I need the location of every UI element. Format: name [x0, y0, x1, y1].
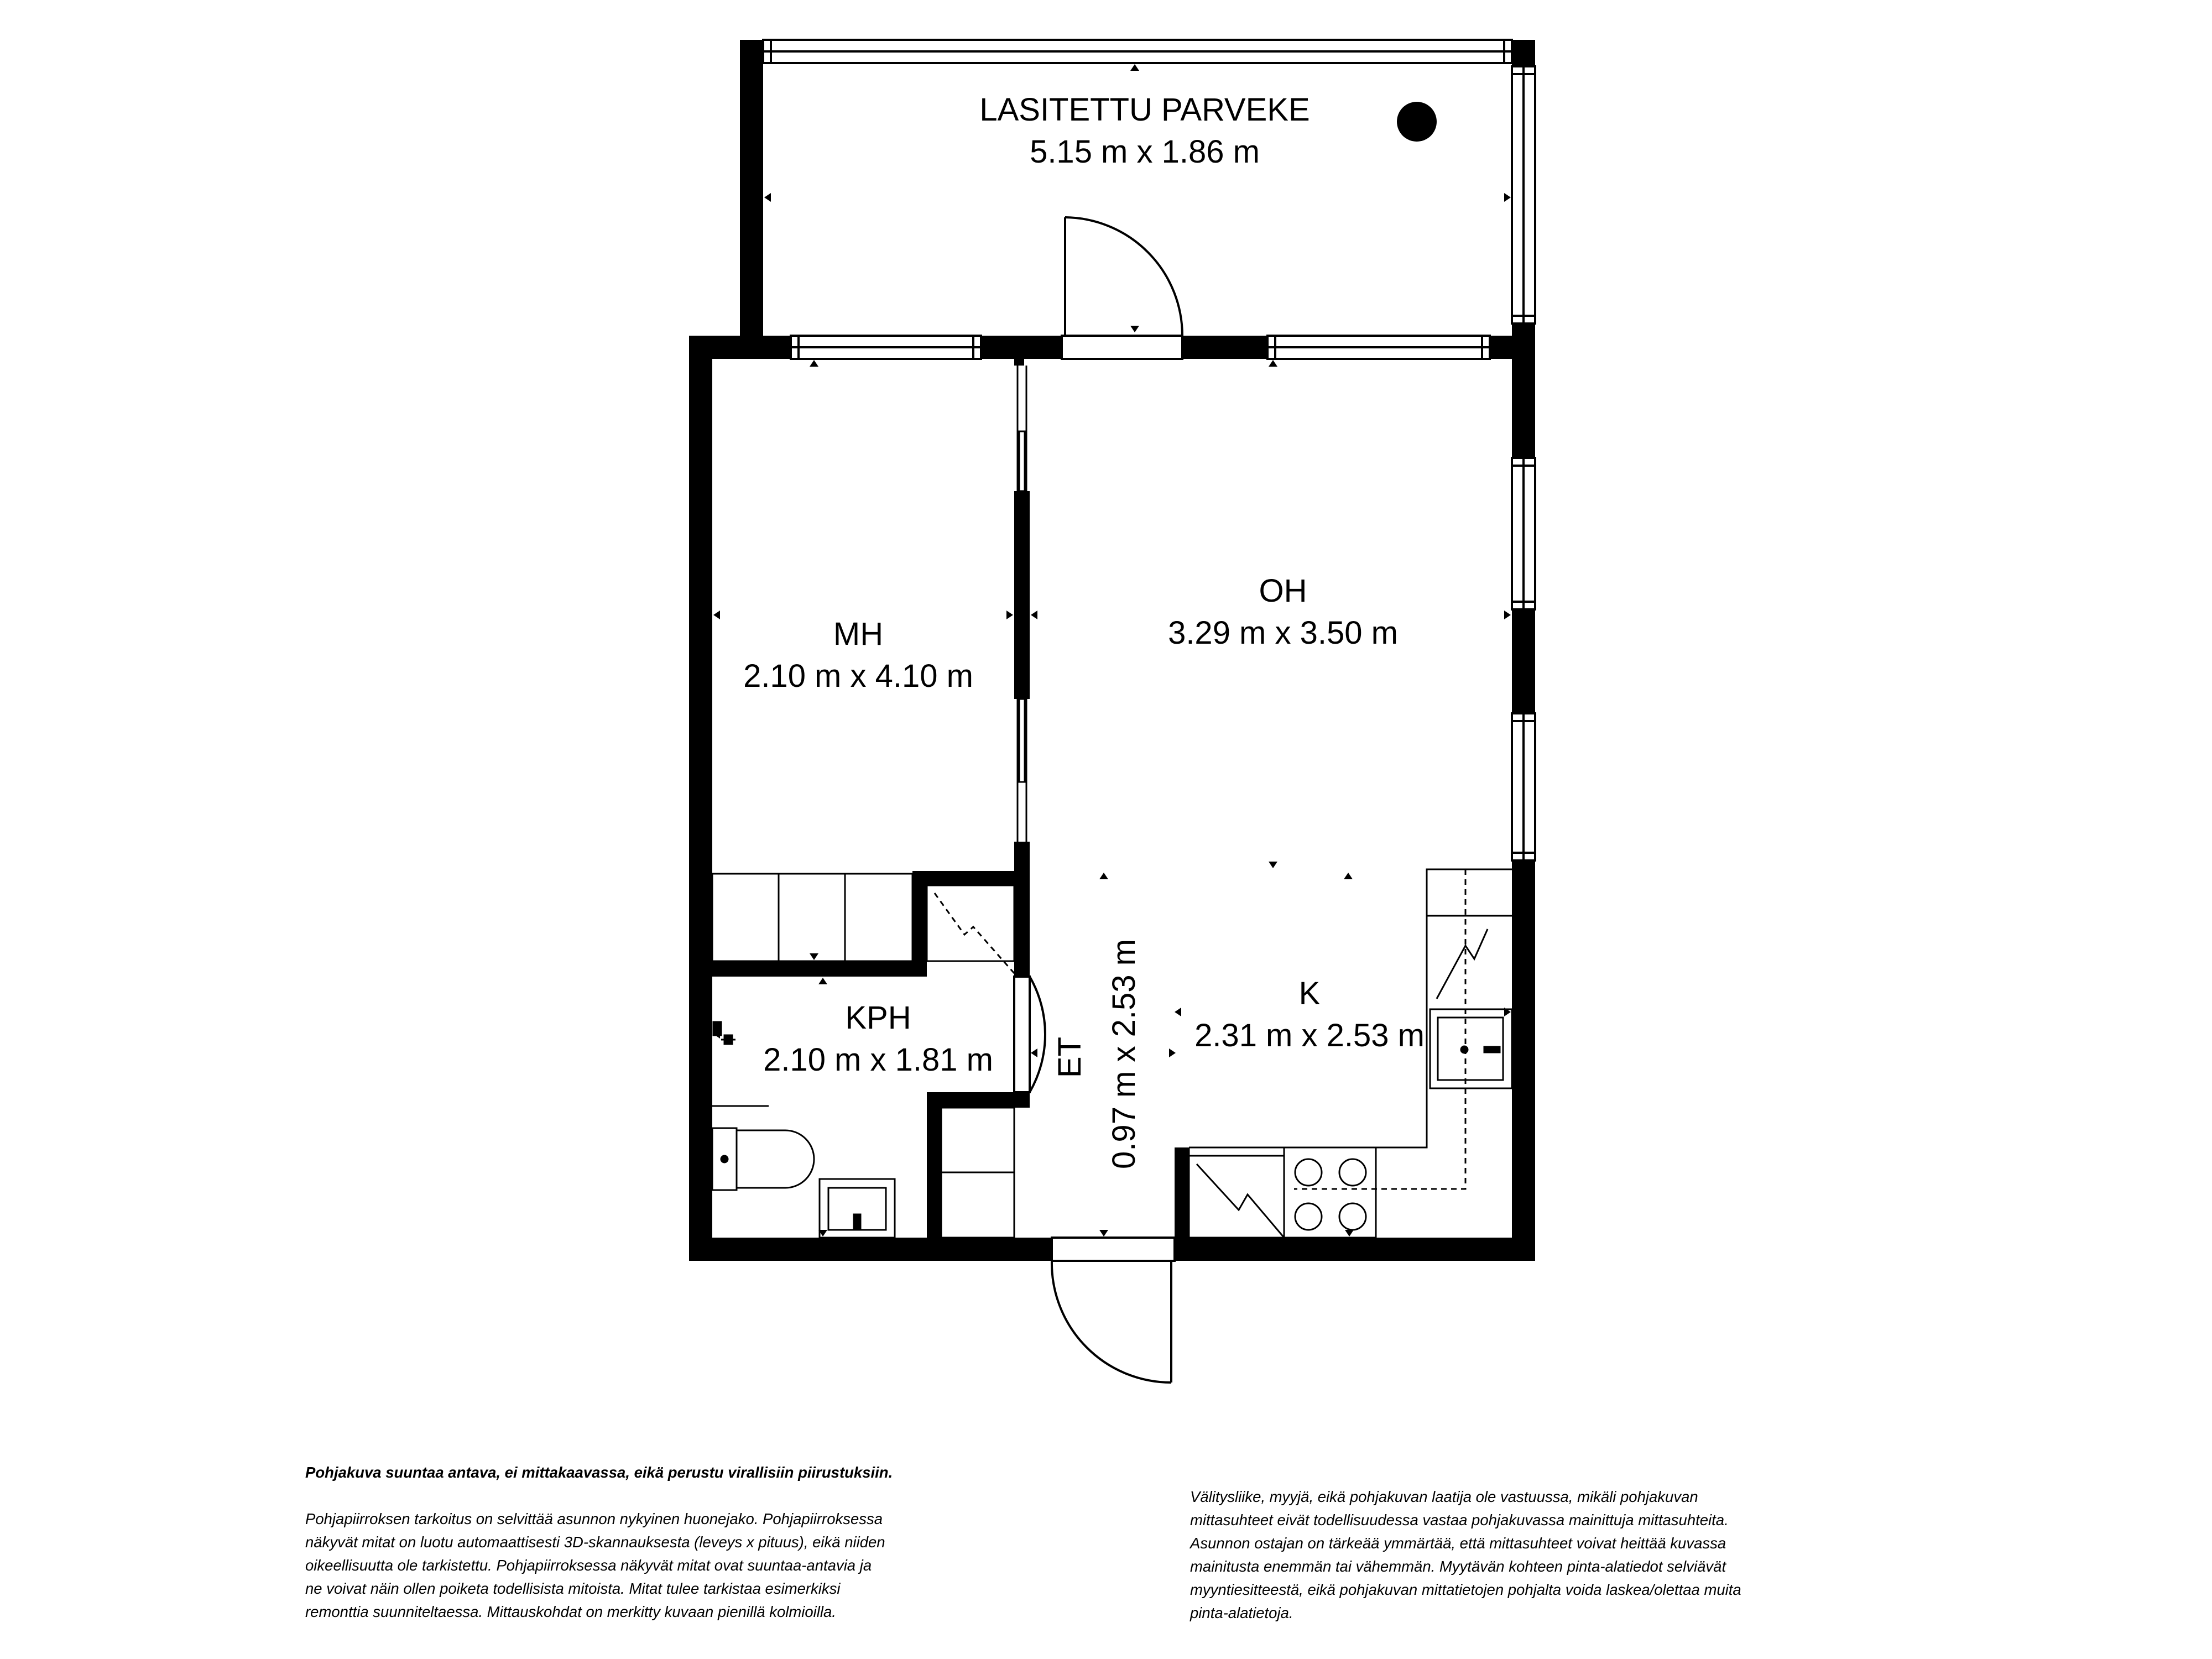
- room-name-oh: OH: [1259, 573, 1307, 609]
- disclaimer-line: oikeellisuutta ole tarkistettu. Pohjapiirroksessa näkyvät mitat ovat suuntaa-antavia ja: [305, 1557, 872, 1574]
- room-size-oh: 3.29 m x 3.50 m: [1168, 615, 1398, 651]
- top-wall-2: [981, 336, 1062, 359]
- disclaimer-left-body: [305, 1507, 1079, 1624]
- disclaimer-line: remonttia suunniteltaessa. Mittauskohdat on merkitty kuvaan pienillä kolmioilla.: [305, 1603, 836, 1620]
- bathroom-sink: [820, 1179, 895, 1238]
- marker: [1269, 862, 1277, 868]
- wall-kph-closet-left: [927, 1092, 941, 1261]
- window-oh-right-1: [1512, 458, 1535, 609]
- outer-wall-bottom-left: [689, 1238, 1052, 1261]
- disclaimer-line: mainitusta enemmän tai vähemmän. Myytävän kohteen pinta-alatiedot selviävät: [1190, 1558, 1726, 1575]
- wall-kph-bottom-closet: [927, 1092, 1030, 1108]
- room-labels: [743, 92, 1425, 1169]
- room-size-parveke: 5.15 m x 1.86 m: [1030, 134, 1260, 170]
- marker: [1175, 1008, 1181, 1016]
- room-name-kph: KPH: [845, 1000, 911, 1036]
- wall-mh-oh-mid: [1014, 491, 1030, 699]
- outer-wall-left: [689, 336, 712, 1261]
- disclaimer-line: myyntiesitteestä, eikä pohjakuvan mittatietojen pohjalta voida laskea/olettaa muita: [1190, 1581, 1741, 1598]
- marker: [1130, 326, 1139, 332]
- room-name-k: K: [1298, 975, 1321, 1011]
- outer-wall-right-3: [1512, 860, 1535, 1261]
- disclaimer-right: [1190, 1485, 1909, 1625]
- marker: [1344, 873, 1353, 879]
- marker: [1130, 64, 1139, 71]
- balcony-glazing-right: [1512, 66, 1535, 324]
- room-name-parveke: LASITETTU PARVEKE: [979, 92, 1310, 128]
- entrance-door: [1052, 1238, 1175, 1383]
- outer-wall-right-2: [1512, 609, 1535, 713]
- room-size-et: 0.97 m x 2.53 m: [1106, 939, 1142, 1169]
- balcony-glazing-top: [763, 40, 1512, 63]
- disclaimer-line: näkyvät mitat on luotu automaattisesti 3D-skannauksesta (leveys x pituus), eikä niiden: [305, 1533, 885, 1551]
- marker: [810, 360, 818, 367]
- wall-closet-top: [912, 871, 1030, 885]
- marker: [810, 953, 818, 960]
- marker: [1169, 1048, 1176, 1057]
- disclaimer-line: Pohjapiirroksen tarkoitus on selvittää asunnon nykyinen huonejako. Pohjapiirroksessa: [305, 1510, 883, 1527]
- balcony-door: [1062, 217, 1182, 359]
- room-size-k: 2.31 m x 2.53 m: [1194, 1018, 1425, 1053]
- balcony-wall-right-top: [1512, 40, 1535, 66]
- marker: [1345, 1230, 1354, 1237]
- toilet: [712, 1128, 814, 1190]
- marker: [1099, 1230, 1108, 1237]
- top-wall-3: [1182, 336, 1267, 359]
- oven-unit: [1189, 1156, 1284, 1238]
- top-wall-1: [689, 336, 791, 359]
- fridge: [1427, 916, 1512, 999]
- balcony-drain-dot: [1397, 102, 1437, 142]
- disclaimer-line: ne voivat näin ollen poiketa todellisista mitoista. Mitat tulee tarkistaa esimerkiksi: [305, 1580, 841, 1597]
- marker: [764, 193, 771, 202]
- marker: [713, 611, 720, 619]
- marker: [1031, 611, 1037, 619]
- disclaimer-line: pinta-alatietoja.: [1190, 1604, 1293, 1621]
- wall-closet-left: [912, 871, 927, 973]
- disclaimer-heading: Pohjakuva suuntaa antava, ei mittakaavassa, eikä perustu virallisiin piirustuksiin.: [305, 1464, 893, 1481]
- et-closet: [941, 1108, 1014, 1238]
- wall-k-stub: [1175, 1147, 1189, 1261]
- wall-mh-oh-top: [1014, 359, 1024, 366]
- marker: [1099, 873, 1108, 879]
- disclaimer-line: mittasuhteet eivät todellisuudessa vastaa pohjakuvassa mainittuja mittasuhteita.: [1190, 1511, 1729, 1528]
- room-name-et: ET: [1052, 1036, 1088, 1078]
- marker: [1504, 193, 1511, 202]
- window-mh-top: [791, 336, 981, 359]
- marker: [818, 978, 827, 984]
- window-oh-right-2: [1512, 713, 1535, 860]
- disclaimer-line: Asunnon ostajan on tärkeää ymmärtää, että mittasuhteet voivat heittää kuvassa: [1190, 1535, 1726, 1552]
- window-oh-top: [1267, 336, 1490, 359]
- kitchen-sink: [1430, 1009, 1512, 1088]
- marker: [1006, 611, 1013, 619]
- room-name-mh: MH: [833, 616, 884, 652]
- top-wall-4: [1490, 336, 1535, 359]
- doors: [1014, 217, 1182, 1383]
- disclaimer-line: Välitysliike, myyjä, eikä pohjakuvan laatija ole vastuussa, mikäli pohjakuvan: [1190, 1488, 1698, 1505]
- hall-closet: [927, 885, 1014, 973]
- disclaimer-left: [305, 1461, 1079, 1624]
- wall-mh-closet-right: [1014, 842, 1030, 973]
- marker: [1504, 611, 1511, 619]
- outer-wall-bottom-right: [1175, 1238, 1535, 1261]
- marker: [1269, 360, 1277, 367]
- room-size-kph: 2.10 m x 1.81 m: [763, 1042, 993, 1078]
- stove: [1284, 1147, 1376, 1238]
- marker: [1031, 1048, 1037, 1057]
- mh-closet: [712, 874, 912, 961]
- room-size-mh: 2.10 m x 4.10 m: [743, 658, 973, 694]
- balcony-wall-left: [740, 40, 763, 337]
- wall-mh-kph: [689, 961, 927, 977]
